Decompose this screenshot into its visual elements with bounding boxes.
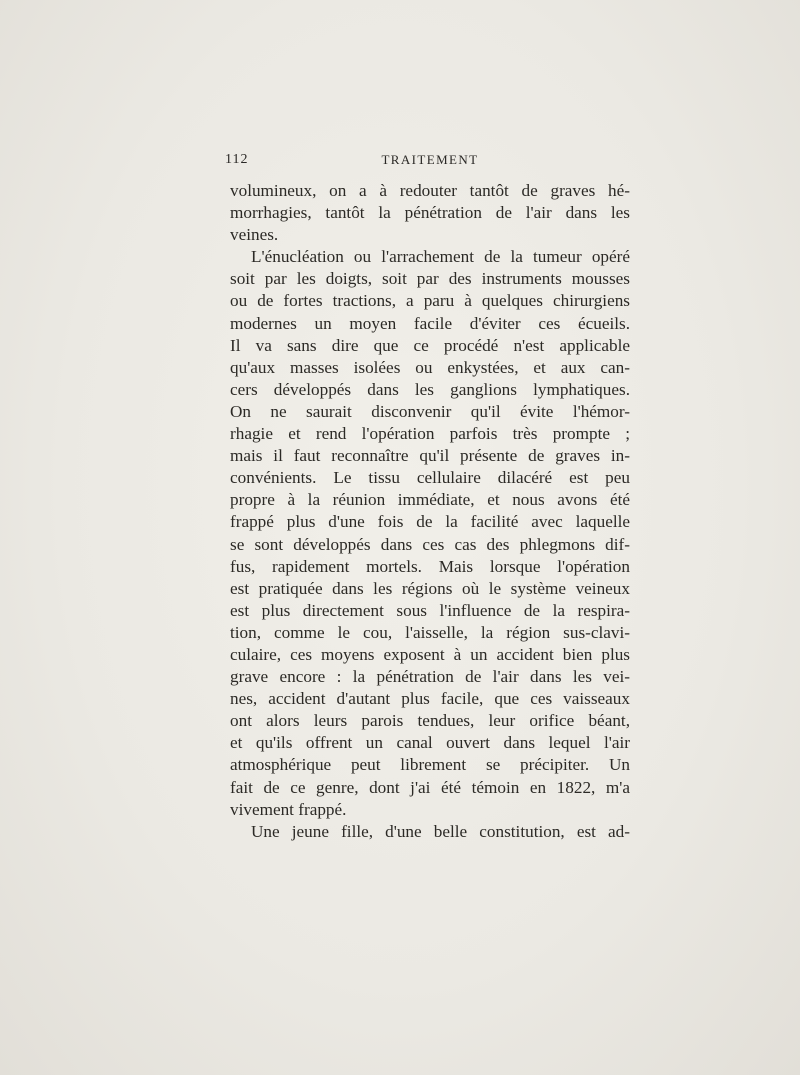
text-line: se sont développés dans ces cas des phlegmons dif- [230,534,630,554]
text-line: atmosphérique peut librement se précipiter. Un [230,755,630,775]
text-line: est plus directement sous l'influence de la respira- [230,600,630,620]
text-line: fus, rapidement mortels. Mais lorsque l'opération [230,556,630,576]
text-line: Une jeune fille, d'une belle constitution, est ad- [251,821,630,841]
text-line: morrhagies, tantôt la pénétration de l'air dans les [230,203,630,223]
text-line: veines. [230,225,279,245]
text-line: mais il faut reconnaître qu'il présente de graves in- [230,446,630,466]
text-line: rhagie et rend l'opération parfois très prompte ; [230,424,630,444]
text-line: L'énucléation ou l'arrachement de la tumeur opéré [251,247,630,267]
page-number: 112 [225,152,249,167]
text-line: nes, accident d'autant plus facile, que ces vaisseaux [230,689,630,709]
text-line: On ne saurait disconvenir qu'il évite l'hémor- [230,401,630,421]
text-line: Il va sans dire que ce procédé n'est applicable [230,335,630,355]
text-line: convénients. Le tissu cellulaire dilacéré est peu [230,468,630,488]
text-line: tion, comme le cou, l'aisselle, la région sus-clavi- [230,622,630,642]
text-line: vivement frappé. [230,799,347,819]
text-line: cers développés dans les ganglions lymphatiques. [230,379,630,399]
text-line: culaire, ces moyens exposent à un accident bien plus [230,644,630,664]
text-line: fait de ce genre, dont j'ai été témoin en 1822, m'a [230,777,630,797]
text-line: soit par les doigts, soit par des instruments mousses [230,269,630,289]
running-title: TRAITEMENT [381,152,479,167]
text-line: et qu'ils offrent un canal ouvert dans lequel l'air [230,733,630,753]
text-line: volumineux, on a à redouter tantôt de graves hé- [230,181,630,200]
body-text [230,180,630,843]
text-line: qu'aux masses isolées ou enkystées, et aux can- [230,357,630,377]
text-line: propre à la réunion immédiate, et nous avons été [230,490,630,510]
text-line: modernes un moyen facile d'éviter ces écueils. [230,313,630,333]
text-line: frappé plus d'une fois de la facilité avec laquelle [230,512,630,532]
text-line: grave encore : la pénétration de l'air dans les vei- [230,667,630,687]
text-line: est pratiquée dans les régions où le système veineux [230,578,630,598]
page-header [225,152,635,174]
text-line: ont alors leurs parois tendues, leur orifice béant, [230,711,630,731]
text-line: ou de fortes tractions, a paru à quelques chirurgiens [230,291,630,311]
